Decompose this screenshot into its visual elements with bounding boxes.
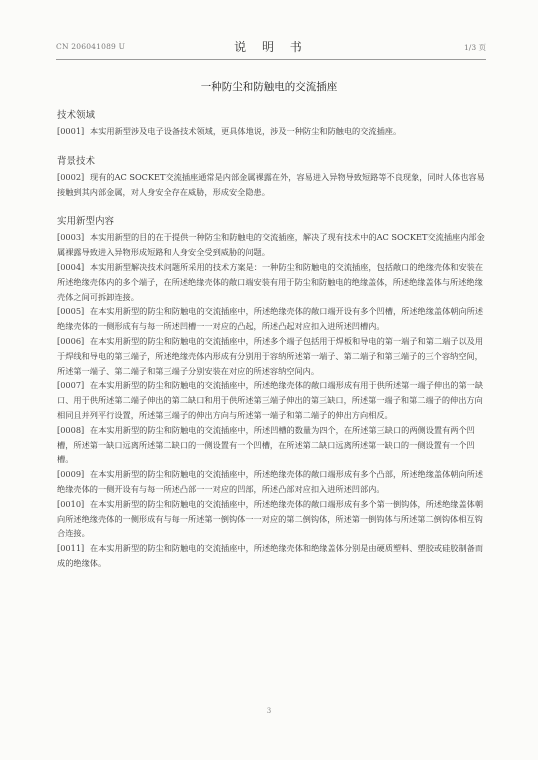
paragraph xyxy=(57,378,489,422)
paragraph-text: 本实用新型的目的在于提供一种防尘和防触电的交流插座，解决了现有技术中的AC SOCKET交流插座内部金属裸露导致进入异物形成短路和人身安全受到威胁的问题。 xyxy=(57,232,485,258)
doc-id: CN 206041089 U xyxy=(56,42,126,51)
section-heading: 背景技术 xyxy=(57,155,96,167)
paragraph-text: 本实用新型解决技术问题所采用的技术方案是：一种防尘和防触电的交流插座，包括敞口的绝缘壳体和安装在所述绝缘壳体内的多个端子，在所述绝缘壳体的敞口端安装有用于防尘和防触电的绝缘盖体，所述绝缘盖体与所述绝缘壳体之间可拆卸连接。 xyxy=(57,261,484,302)
paragraph-number: [0011] xyxy=(57,543,85,554)
page-number: 3 xyxy=(266,707,272,715)
page-header xyxy=(56,38,486,58)
paragraph-number: [0006] xyxy=(57,335,85,346)
paragraph-number: [0004] xyxy=(57,261,85,272)
paragraph-text: 在本实用新型的防尘和防触电的交流插座中，所述绝缘壳体的敞口端形成有用于供所述第一端子伸出的第一缺口、用于供所述第二端子伸出的第二缺口和用于供所述第三端子伸出的第三缺口，所述第一端子和第二端子的伸出方向相同且并列平行设置，所述第三端子的伸出方向与所述第一端子和第二端子的伸出方向相反。 xyxy=(57,380,484,420)
section-technical-field xyxy=(57,109,489,139)
document-title: 一种防尘和防触电的交流插座 xyxy=(200,81,338,93)
paragraph-text: 本实用新型涉及电子设备技术领域，更具体地说，涉及一种防尘和防触电的交流插座。 xyxy=(90,126,402,136)
paragraph-text: 在本实用新型的防尘和防触电的交流插座中，所述绝缘壳体的敞口端形成有多个第一倒钩体，所述绝缘盖体朝向所述绝缘壳体的一侧形成有与每一所述第一倒钩体一一对应的第二倒钩体，所述第一倒钩体与所述第二倒钩体相互钩合连接。 xyxy=(57,498,484,539)
paragraph-text: 在本实用新型的防尘和防触电的交流插座中，所述凹槽的数量为四个，在所述第三缺口的两侧设置有两个凹槽，所述第一缺口远离所述第二缺口的一侧设置有一个凹槽，在所述第二缺口远离所述第一缺口的一侧设置有一个凹槽。 xyxy=(57,424,475,465)
paragraph xyxy=(57,230,489,260)
paragraph xyxy=(57,304,489,334)
paragraph-text: 在本实用新型的防尘和防触电的交流插座中，所述多个端子包括用于焊板和导电的第一端子和第二端子以及用于焊线和导电的第三端子，所述绝缘壳体内形成有分别用于容纳所述第一端子、第二端子和第三端子的三个容纳空间，所述第一端子、第二端子和第三端子分别安装在对应的所述容纳空间内。 xyxy=(57,335,484,376)
paragraph xyxy=(57,334,489,378)
paragraph-text: 在本实用新型的防尘和防触电的交流插座中，所述绝缘壳体的敞口端开设有多个凹槽，所述绝缘盖体朝向所述绝缘壳体的一侧形成有与每一所述凹槽一一对应的凸起，所述凸起对应扣入进所述凹槽内。 xyxy=(57,306,484,332)
paragraph xyxy=(57,423,489,467)
document-body xyxy=(57,109,489,571)
paragraph-number: [0002] xyxy=(57,171,85,182)
paragraph xyxy=(57,124,489,139)
paragraph-number: [0009] xyxy=(57,469,85,480)
paragraph xyxy=(57,497,489,541)
paragraph xyxy=(57,541,489,571)
paragraph-number: [0005] xyxy=(57,306,85,317)
paragraph-number: [0003] xyxy=(57,232,85,243)
header-divider xyxy=(56,59,486,60)
paragraph-text: 在本实用新型的防尘和防触电的交流插座中，所述绝缘壳体和绝缘盖体分别是由硬质塑料、塑胶或硅胶制备而成的绝缘体。 xyxy=(57,543,484,568)
paragraph-number: [0001] xyxy=(57,126,85,136)
paragraph-text: 在本实用新型的防尘和防触电的交流插座中，所述绝缘壳体的敞口端形成有多个凸部，所述绝缘盖体朝向所述绝缘壳体的一侧开设有与每一所述凸部一一对应的凹部，所述凸部对应扣入进所述凹部内。 xyxy=(57,469,484,494)
page-count: 1/3 页 xyxy=(464,43,486,52)
paragraph-number: [0007] xyxy=(57,380,85,391)
paragraph-text: 现有的AC SOCKET交流插座通常是内部金属裸露在外，容易进入异物导致短路等不良现象，同时人体也容易接触到其内部金属，对人身安全存在威胁，形成安全隐患。 xyxy=(57,171,485,197)
section-background xyxy=(57,155,489,200)
paragraph-number: [0010] xyxy=(57,498,85,509)
section-title: 说 明 书 xyxy=(234,40,308,54)
paragraph-number: [0008] xyxy=(57,424,85,435)
paragraph xyxy=(57,260,489,304)
paragraph xyxy=(57,467,489,497)
section-heading: 实用新型内容 xyxy=(57,216,115,228)
section-utility-model-content xyxy=(57,215,489,570)
section-heading: 技术领域 xyxy=(57,110,96,121)
paragraph xyxy=(57,170,489,200)
